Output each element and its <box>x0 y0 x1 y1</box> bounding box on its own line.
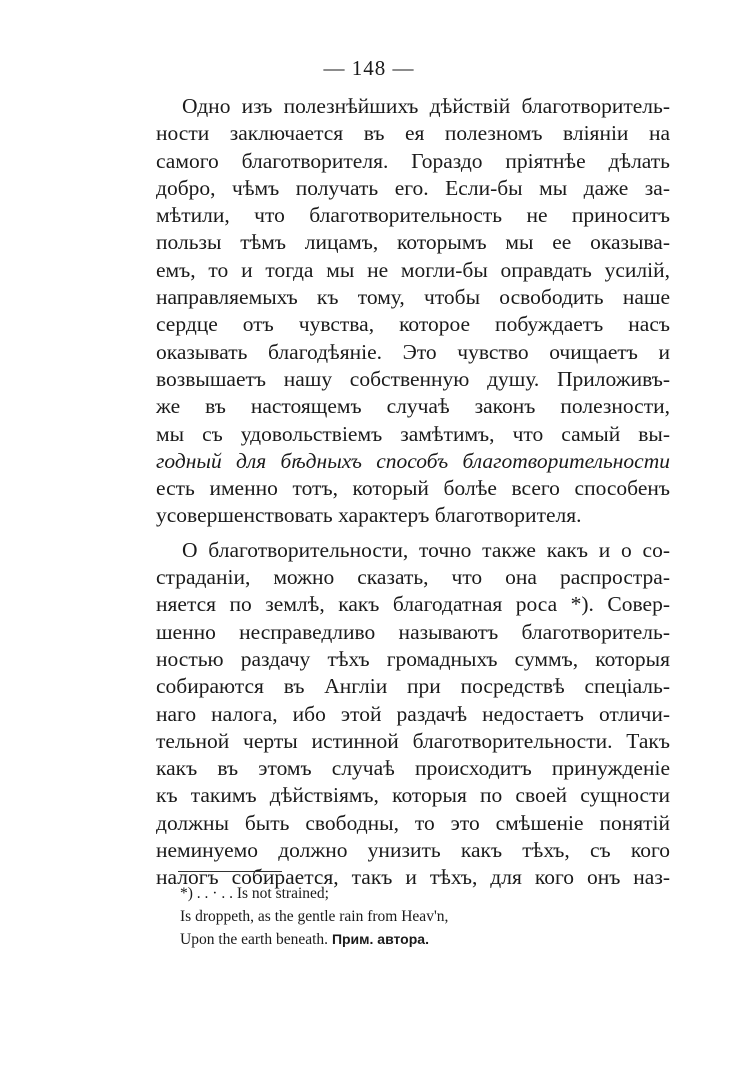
text-line: ностью раздачу тѣхъ громадныхъ суммъ, которыя <box>156 646 670 671</box>
footnotes <box>180 882 600 951</box>
text-line: шенно несправедливо называютъ благотворитель- <box>156 619 670 644</box>
text-line: мы съ удовольствіемъ замѣтимъ, что самый вы- <box>156 421 670 446</box>
text-line: добро, чѣмъ получать его. Если-бы мы даже за- <box>156 175 670 200</box>
paragraph-1 <box>156 93 670 530</box>
body-text <box>156 93 670 892</box>
footnote-quote-text: Upon the earth beneath. <box>180 931 329 948</box>
text-line: должны быть свободны, то это смѣшеніе понятій <box>156 810 670 835</box>
text-line: собираются въ Англіи при посредствѣ спеціаль- <box>156 674 670 699</box>
text-line: есть именно тотъ, который болѣе всего способенъ <box>156 476 670 501</box>
footnote-line <box>180 928 600 951</box>
author-note: Прим. автора. <box>331 931 429 947</box>
text-line: пользы тѣмъ лицамъ, которымъ мы ее оказыва- <box>156 230 670 255</box>
text-line: няется по землѣ, какъ благодатная роса *). Совер- <box>156 592 670 617</box>
text-line: налогъ собирается, такъ и тѣхъ, для кого онъ наз- <box>156 865 670 890</box>
text-line: ности заключается въ ея полезномъ вліяніи на <box>156 121 670 146</box>
text-line: самого благотворителя. Гораздо пріятнѣе дѣлать <box>156 148 670 173</box>
text-line: возвышаетъ нашу собственную душу. Приложивъ- <box>156 366 670 391</box>
text-line: оказывать благодѣяніе. Это чувство очищаетъ и <box>156 339 670 364</box>
text-line: сердце отъ чувства, которое побуждаетъ насъ <box>156 312 670 337</box>
text-line: къ такимъ дѣйствіямъ, которыя по своей сущности <box>156 783 670 808</box>
text-line: Одно изъ полезнѣйшихъ дѣйствій благотворитель- <box>182 94 670 118</box>
footnote-line: Is droppeth, as the gentle rain from Heav'n, <box>180 908 449 925</box>
paragraph-2 <box>156 537 670 892</box>
footnote-line: *) . . · . . Is not strained; <box>180 885 329 902</box>
text-line: емъ, то и тогда мы не могли-бы оправдать усилій, <box>156 257 670 282</box>
text-line: усовершенствовать характеръ благотворителя. <box>156 503 582 528</box>
text-line: наго налога, ибо этой раздачѣ недостаетъ отличи- <box>156 701 670 726</box>
text-line: направляемыхъ къ тому, чтобы освободить наше <box>156 285 670 310</box>
text-line: годный для бѣдныхъ способъ благотворительности <box>156 448 670 473</box>
text-line: неминуемо должно унизить какъ тѣхъ, съ кого <box>156 838 670 863</box>
text-line: же въ настоящемъ случаѣ законъ полезности, <box>156 394 670 419</box>
page-number: — 148 — <box>323 56 415 80</box>
text-line: какъ въ этомъ случаѣ происходитъ принужденіе <box>156 756 670 781</box>
footnote-rule <box>178 871 282 872</box>
text-line: мѣтили, что благотворительность не приноситъ <box>156 203 670 228</box>
text-line: страданіи, можно сказать, что она распростра- <box>156 565 670 590</box>
text-line: тельной черты истинной благотворительности. Такъ <box>156 728 670 753</box>
text-line: О благотворительности, точно также какъ и о со- <box>182 537 670 562</box>
